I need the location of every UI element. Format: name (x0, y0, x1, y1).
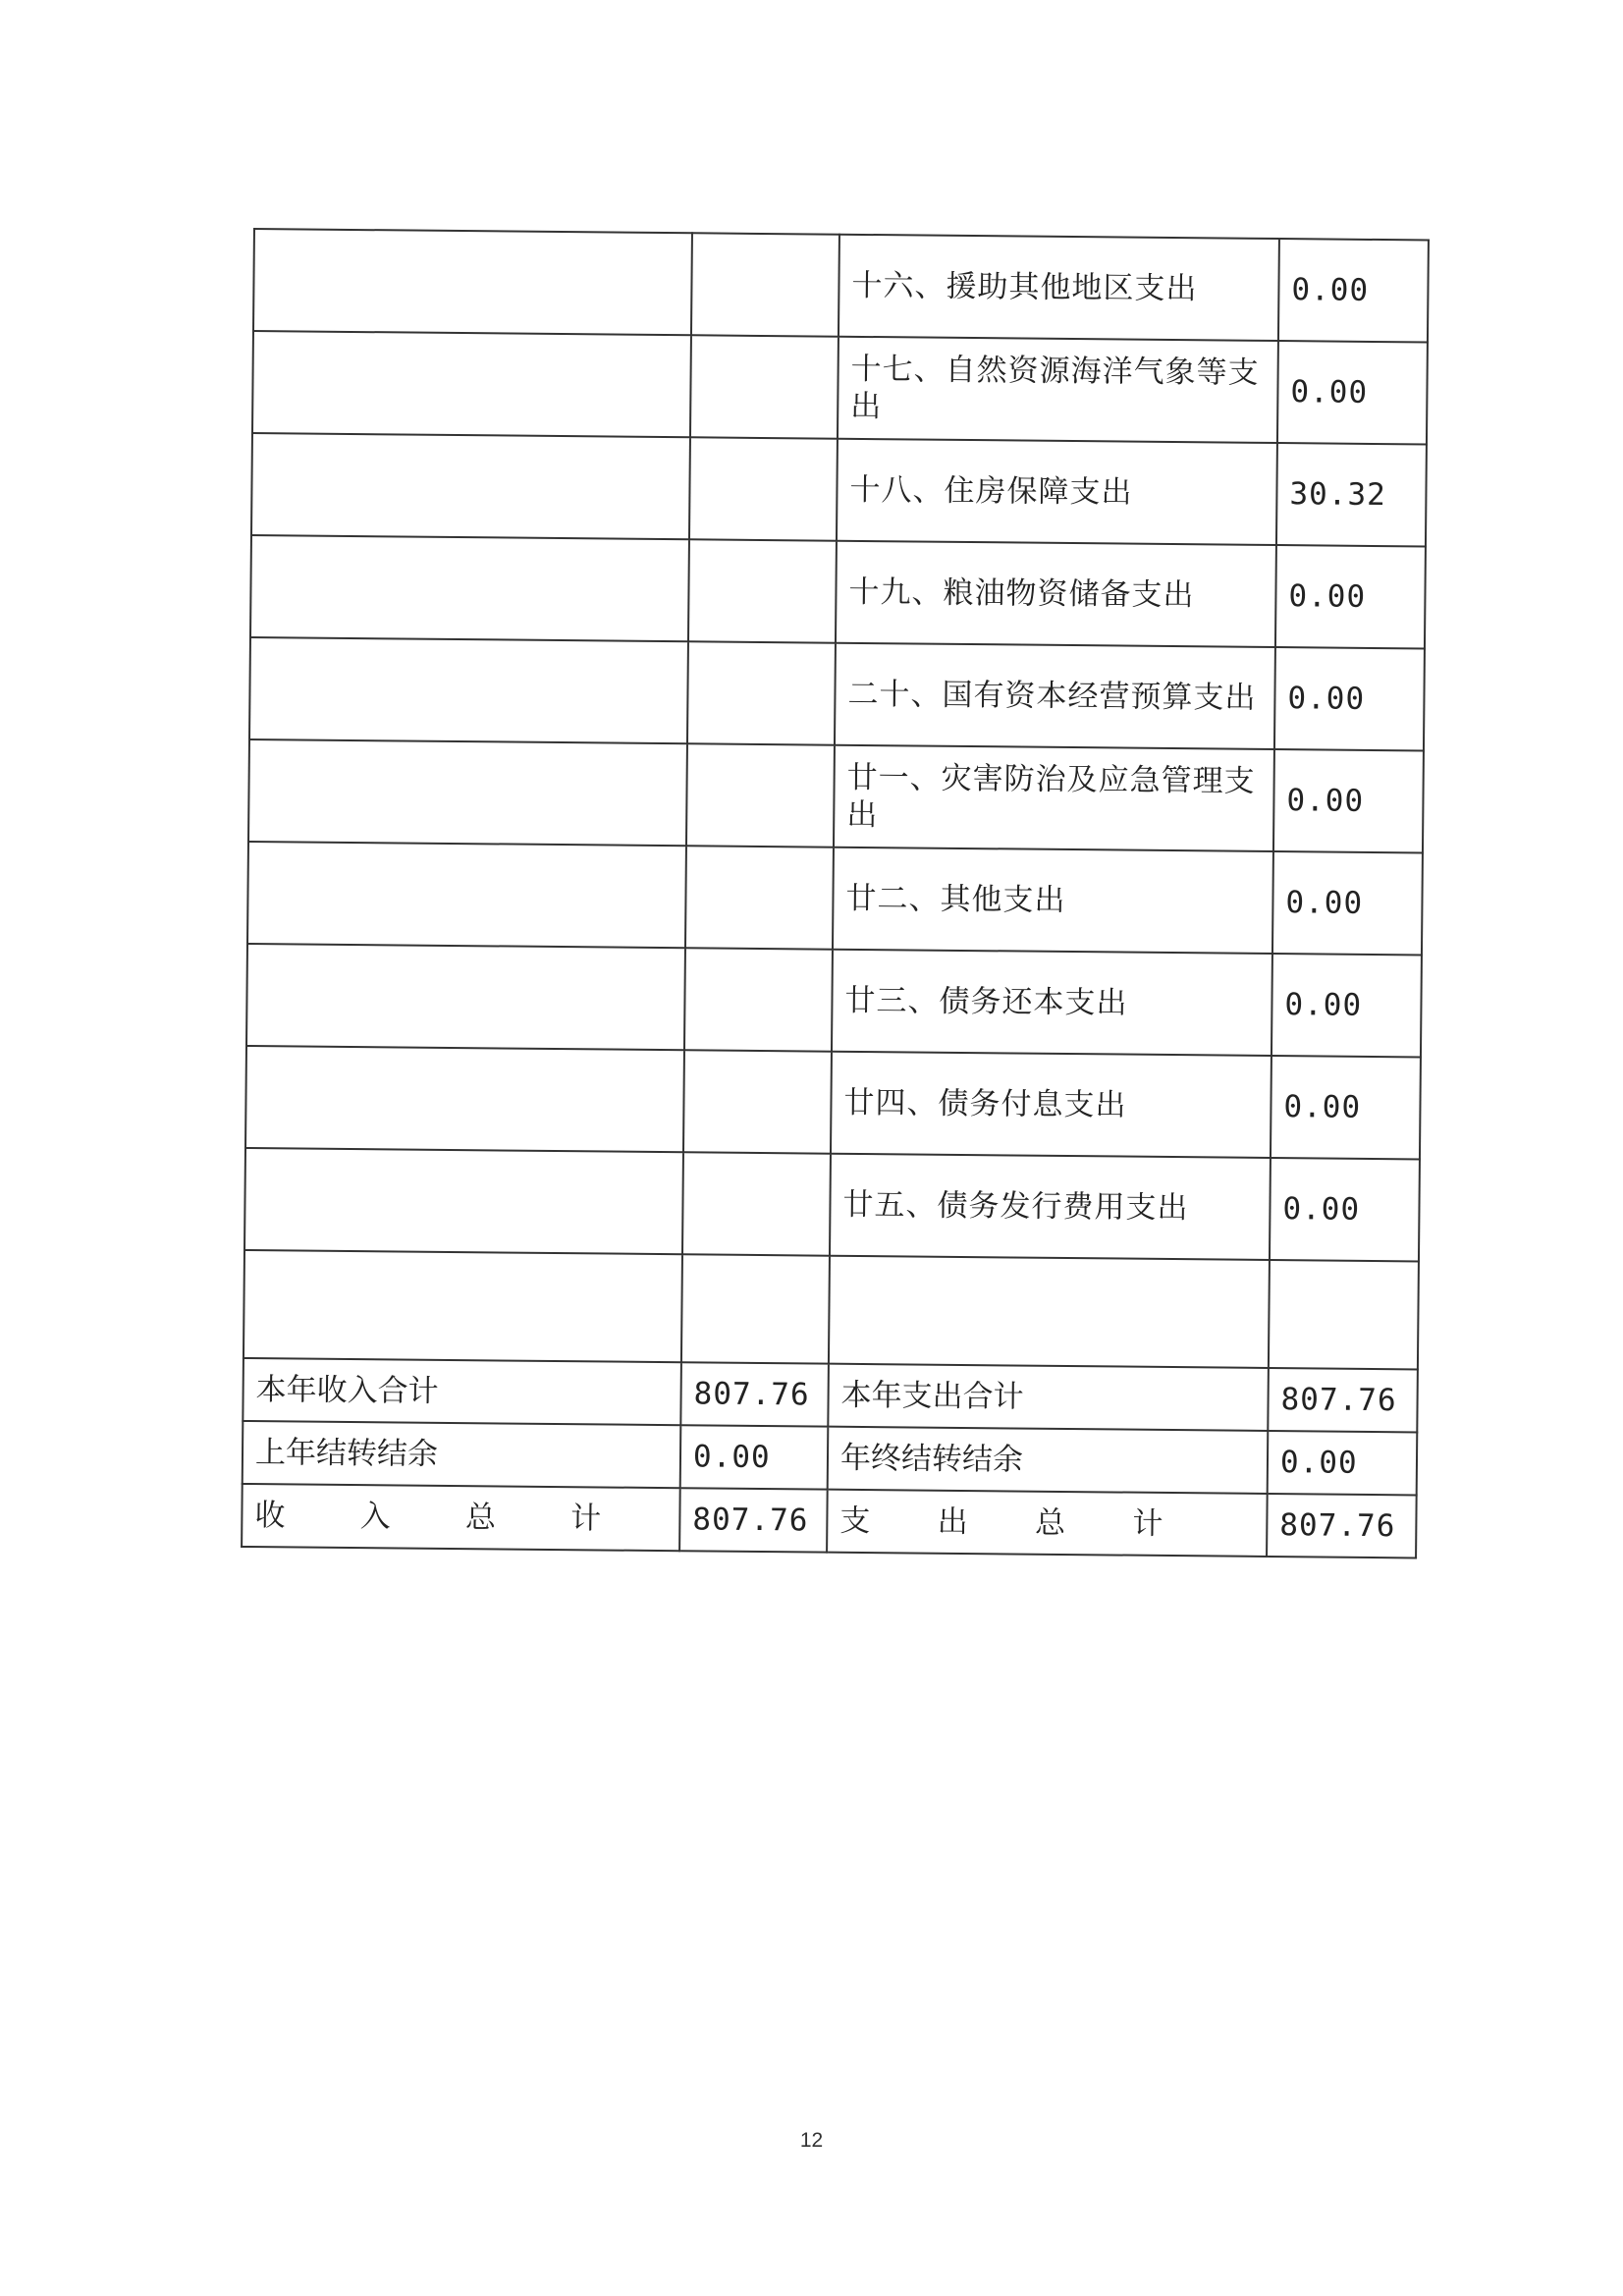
income-value-cell (683, 1050, 832, 1153)
income-value-cell (688, 539, 837, 642)
blank-cell (829, 1256, 1270, 1368)
year-income-label: 本年收入合计 (243, 1358, 681, 1425)
expense-item-cell: 十八、住房保障支出 (837, 439, 1277, 545)
table-row (249, 637, 1425, 750)
income-value-cell (685, 846, 834, 949)
expense-item-cell: 廿三、债务还本支出 (832, 950, 1272, 1056)
carryover-row (243, 1421, 1418, 1495)
income-item-cell (244, 1148, 683, 1254)
expense-item-cell: 十九、粮油物资储备支出 (836, 541, 1276, 647)
expense-total-char: 支 (839, 1503, 871, 1540)
expense-total-label (827, 1490, 1268, 1557)
table-row (252, 331, 1428, 444)
income-value-cell (684, 948, 833, 1051)
table-row (247, 842, 1423, 955)
income-value-cell (682, 1152, 831, 1255)
table-row (250, 535, 1426, 648)
expense-value-cell: 0.00 (1273, 749, 1424, 852)
blank-cell (243, 1250, 682, 1362)
expense-item-cell: 廿一、灾害防治及应急管理支出 (834, 745, 1274, 851)
income-item-cell (246, 944, 685, 1050)
income-value-cell (691, 233, 839, 336)
expense-value-cell: 0.00 (1277, 341, 1428, 444)
expense-item-cell: 廿四、债务付息支出 (831, 1052, 1271, 1158)
income-item-cell (248, 739, 687, 846)
page-number: 12 (799, 2129, 824, 2152)
income-total-char: 收 (254, 1498, 286, 1534)
table-row (253, 229, 1429, 342)
blank-row (243, 1250, 1419, 1369)
yearend-label: 年终结转结余 (828, 1427, 1269, 1494)
income-item-cell (249, 637, 688, 743)
table-row (244, 1148, 1420, 1261)
expense-value-cell: 0.00 (1271, 1056, 1421, 1159)
income-value-cell (690, 335, 839, 438)
income-value-cell (689, 437, 838, 540)
expense-value-cell: 0.00 (1271, 954, 1422, 1057)
income-total-char: 入 (359, 1499, 391, 1535)
income-total-label (242, 1484, 680, 1551)
expense-item-cell: 廿五、债务发行费用支出 (830, 1154, 1271, 1260)
grand-total-row (242, 1484, 1417, 1558)
income-item-cell (245, 1046, 684, 1152)
income-value-cell (687, 641, 836, 744)
budget-table (241, 228, 1430, 1558)
income-item-cell (247, 842, 686, 948)
carryover-value: 0.00 (680, 1425, 829, 1489)
table-row (248, 739, 1424, 852)
expense-value-cell: 0.00 (1275, 545, 1426, 648)
expense-value-cell: 30.32 (1276, 443, 1427, 546)
table-row (245, 1046, 1421, 1159)
blank-cell (681, 1254, 830, 1363)
year-expense-value: 807.76 (1268, 1368, 1418, 1432)
expense-total-value: 807.76 (1267, 1494, 1417, 1558)
income-item-cell (252, 331, 691, 437)
income-total-value: 807.76 (679, 1488, 828, 1552)
income-item-cell (251, 433, 690, 539)
income-item-cell (253, 229, 692, 335)
year-income-value: 807.76 (680, 1362, 829, 1426)
expense-value-cell: 0.00 (1272, 851, 1423, 955)
expense-item-cell: 十六、援助其他地区支出 (839, 235, 1279, 341)
year-expense-label: 本年支出合计 (828, 1364, 1269, 1431)
expense-value-cell: 0.00 (1278, 239, 1429, 342)
income-total-char: 计 (570, 1501, 602, 1537)
expense-item-cell: 二十、国有资本经营预算支出 (835, 643, 1275, 749)
expense-value-cell: 0.00 (1274, 647, 1425, 750)
expense-total-char: 计 (1132, 1505, 1163, 1542)
income-value-cell (686, 743, 835, 847)
expense-value-cell: 0.00 (1270, 1158, 1420, 1261)
table-row (251, 433, 1427, 546)
table-row (246, 944, 1422, 1057)
expense-item-cell: 十七、自然资源海洋气象等支出 (838, 337, 1278, 443)
expense-item-cell: 廿二、其他支出 (833, 847, 1273, 954)
carryover-label: 上年结转结余 (243, 1421, 681, 1488)
expense-total-char: 出 (937, 1503, 968, 1541)
blank-cell (1269, 1260, 1419, 1369)
yearend-value: 0.00 (1268, 1431, 1418, 1495)
income-total-char: 总 (464, 1500, 497, 1536)
income-item-cell (250, 535, 689, 641)
year-total-row (243, 1358, 1418, 1432)
expense-total-char: 总 (1034, 1504, 1066, 1541)
